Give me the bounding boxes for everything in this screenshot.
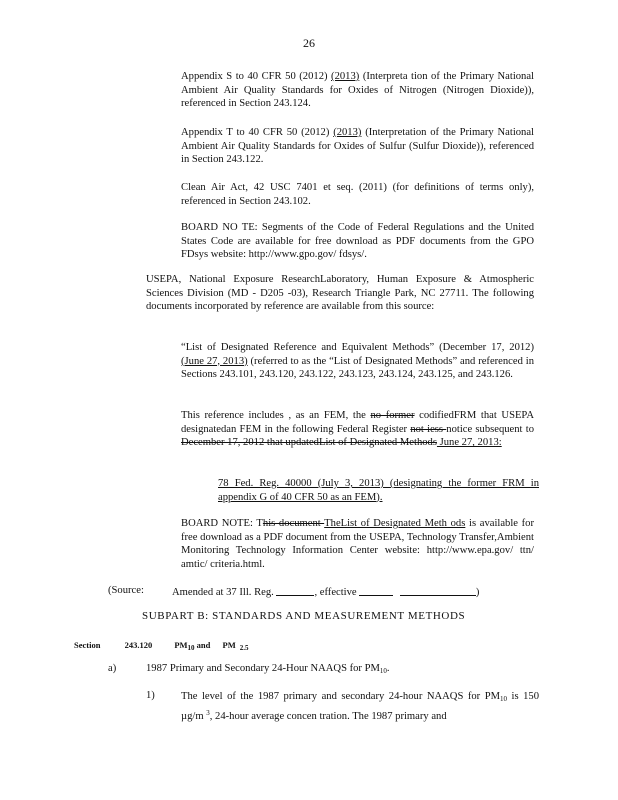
appendix-s-text: Appendix S to 40 CFR 50 (2012) bbox=[181, 71, 332, 82]
source-label: (Source: bbox=[108, 585, 144, 596]
source-line bbox=[172, 585, 479, 598]
section-pm2: PM bbox=[222, 640, 236, 650]
appendix-s-inserted-year: (2013) bbox=[331, 71, 360, 82]
item-1-label: 1) bbox=[146, 690, 155, 701]
list-text-a: “List of Designated Reference and Equivalent Methods” (December 17, 2012) bbox=[181, 342, 534, 353]
section-and: and bbox=[196, 640, 211, 650]
item-1-t2: is 150 µg/m bbox=[181, 691, 539, 722]
fem-text-c: notice subsequent to bbox=[446, 423, 534, 435]
section-heading bbox=[74, 640, 248, 652]
list-designated-methods-reference bbox=[181, 341, 534, 382]
appendix-s-reference bbox=[181, 70, 534, 111]
fem-struck-2: not iess bbox=[410, 423, 447, 435]
board-note-gpo: BOARD NO TE: Segments of the Code of Federal Regulations and the United States Code are available for free download as PDF documents from the GPO FDsys website: http://www.gpo.gov/ fdsys/. bbox=[181, 222, 534, 261]
note-inserted: TheList of Designated Meth ods bbox=[324, 518, 466, 529]
board-note-epa bbox=[181, 517, 534, 571]
section-pm: PM bbox=[174, 640, 188, 650]
clean-air-act-reference: Clean Air Act, 42 USC 7401 et seq. (2011) (for definitions of terms only), referenced in Section 243.102. bbox=[181, 182, 534, 207]
item-a-text bbox=[146, 663, 390, 675]
appendix-t-reference bbox=[181, 126, 534, 167]
source-text: Amended at 37 Ill. Reg. bbox=[172, 587, 274, 598]
fem-struck-3: December 17, 2012 that updatedList of Designated Methods bbox=[181, 437, 437, 449]
appendix-t-inserted-year: (2013) bbox=[333, 127, 362, 138]
section-pm-sub2: 2.5 bbox=[239, 644, 249, 652]
section-number: 243.120 bbox=[124, 640, 153, 650]
item-1-t3: , 24-hour average concen tration. The 1987 primary and bbox=[209, 710, 447, 722]
section-pm-sub1: 10 bbox=[187, 644, 195, 652]
fem-inserted-date: June 27, 2013: bbox=[436, 437, 502, 449]
source-date-blank bbox=[400, 585, 476, 596]
item-1-sup: 3 bbox=[206, 708, 210, 717]
fem-paragraph bbox=[181, 409, 534, 450]
source-effective: , effective bbox=[314, 587, 357, 598]
note-text-b: is available for free download as a PDF document from the USEPA, Technology Transfer,Ambient Monitoring Technology Information Center website: http://www.epa.gov/ ttn/ amtic/ criteria.html. bbox=[181, 518, 534, 570]
appendix-t-rest: (Interpretation of the Primary National Ambient Air Quality Standards for Oxides of Sulfur (Sulfur Dioxide)), referenced in Section 243.122. bbox=[181, 127, 535, 166]
item-a-end: . bbox=[386, 663, 390, 674]
fem-struck-1: no former bbox=[370, 410, 415, 421]
list-inserted-date: (June 27, 2013) bbox=[181, 355, 248, 367]
source-close: ) bbox=[475, 587, 480, 598]
item-1-t1: The level of the 1987 primary and secondary 24-hour NAAQS for PM bbox=[181, 691, 501, 702]
fem-text-a: This reference includes , as an FEM, the bbox=[181, 410, 371, 421]
appendix-s-rest: (Interpreta tion of the Primary National Ambient Air Quality Standards for Oxides of Nitrogen (Nitrogen Dioxide)), referenced in Section 243.124. bbox=[181, 71, 534, 110]
note-struck: his document bbox=[262, 518, 325, 529]
source-reg-blank bbox=[276, 585, 314, 596]
federal-register-citation: 78 Fed. Reg. 40000 (July 3, 2013) (designating the former FRM in appendix G of 40 CFR 50 as an FEM). bbox=[218, 478, 539, 503]
source-effective-blank bbox=[359, 585, 393, 596]
item-1-sub: 10 bbox=[500, 695, 508, 703]
item-1-text bbox=[181, 690, 539, 723]
appendix-t-text: Appendix T to 40 CFR 50 (2012) bbox=[181, 127, 334, 138]
item-a-label: a) bbox=[108, 663, 117, 674]
page-number: 26 bbox=[303, 36, 315, 50]
usepa-source-intro: USEPA, National Exposure ResearchLaboratory, Human Exposure & Atmospheric Sciences Division (MD - D205 -03), Research Triangle Park, NC 27711. The following documents incorporated by reference are available from this source: bbox=[146, 274, 534, 313]
section-label: Section bbox=[74, 640, 101, 650]
fem-text-b: codifiedFRM that USEPA designatedan FEM in the following Federal Register bbox=[181, 410, 534, 435]
item-a-sub: 10 bbox=[379, 667, 387, 675]
note-text-a: BOARD NOTE: T bbox=[181, 518, 263, 529]
subpart-heading: SUBPART B: STANDARDS AND MEASUREMENT METHODS bbox=[142, 610, 466, 622]
list-text-c: (referred to as the “List of Designated Methods” and referenced in Sections 243.101, 243.120, 243.122, 243.123, 243.124, 243.125, and 243.126. bbox=[181, 355, 534, 381]
item-a-heading: 1987 Primary and Secondary 24-Hour NAAQS for PM bbox=[146, 663, 380, 674]
